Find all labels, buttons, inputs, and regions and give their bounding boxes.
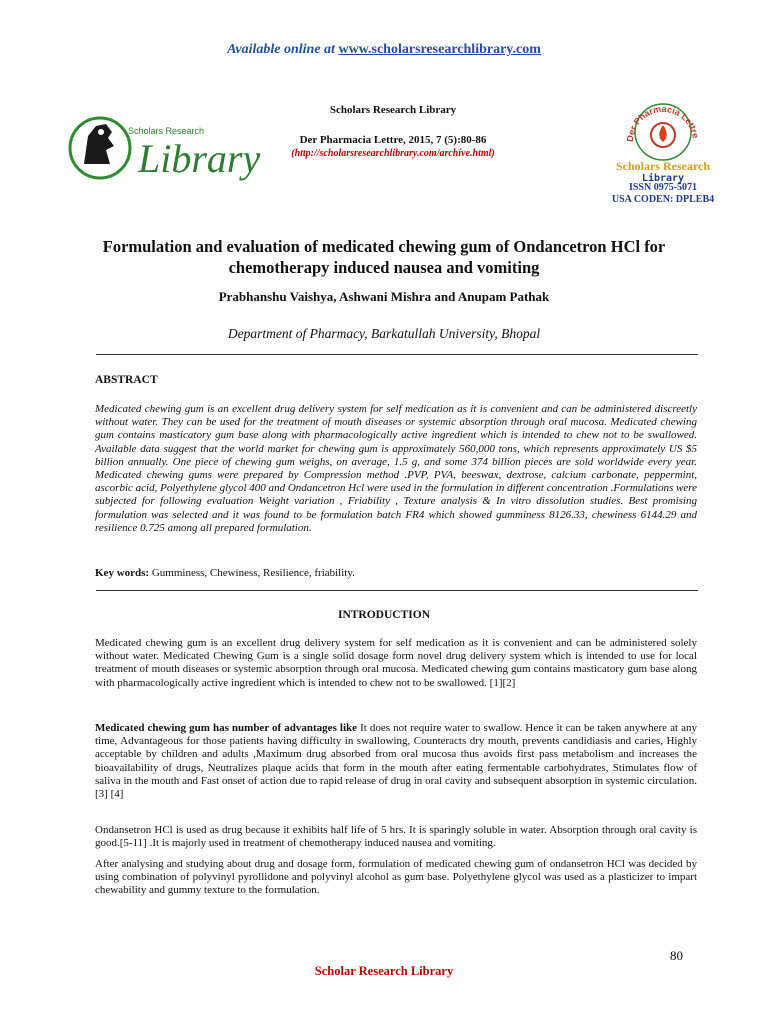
available-online-line — [0, 42, 768, 58]
right-logo-sub: Library — [641, 173, 685, 184]
footer-publisher: Scholar Research Library — [314, 964, 454, 978]
right-logo-name: Scholars Research — [615, 159, 711, 173]
issn-block — [588, 182, 738, 206]
divider-bottom — [96, 590, 698, 591]
coden: USA CODEN: DPLEB4 — [611, 194, 715, 205]
intro-paragraph-3: Ondansetron HCl is used as drug because it exhibits half life of 5 hrs. It is sparingly soluble in water. Absorption through oral cavity is good.[5-11] .It is majorly used in treatment of chemotherapy induced nausea and vomiting. — [95, 824, 697, 850]
advantages-lead: Medicated chewing gum has number of advantages like — [95, 722, 358, 734]
keywords-label: Key words: — [95, 567, 150, 579]
abstract-text: Medicated chewing gum is an excellent drug delivery system for self medication as it is convenient and can be administered discreetly without water. They can be used for the treatment of mouth diseases or systemic absorption through oral mucosa. Medicated chewing gum contains masticatory gum base along with pharmacologically active ingredient which is intended to chew not to be swallowed. Available data suggest that the world market for chewing gum is approximately 560,000 tons, which represents approximately US $5 billion annually. One piece of chewing gum weighs, on average, 1.5 g, and some 374 billion pieces are sold worldwide every year. Medicated chewing gums were prepared by Compression method .PVP, PVA, beeswax, dextrose, calcium carbonate, peppermint, ascorbic acid, Polyethylene glycol 400 and Ondancetron Hcl were used in the formulation in different concentration .Formulations were subjected for following evaluation Weight variation , Friability , Texture analysis & In vitro dissolution studies. Best promising formulation was selected and it was found to be formulation batch FR4 which showed gumminess 8126.33, chewiness 6144.29 and resilience 0.725 among all prepared formulation. — [95, 403, 697, 534]
left-logo-small-text: Scholars Research — [128, 126, 205, 136]
advantages-text: It does not require water to swallow. Hence it can be taken anywhere at any time, Advantageous for those patients having difficulty in swallowing, Counteracts dry mouth, prevents candidiasis and caries, Highly acceptable by children and adults ,Maximum drug absorbed from oral mucosa thus avoids first pass metabolism and increases the bioavailability of drugs, Neutralizes plaque acids that form in the mouth after eating fermentable carbohydrates, Stimulates flow of saliva in the mouth and Fast onset of action due to rapid release of drug in oral cavity and subsequent absorption in systemic circulation.[3] [4] — [95, 722, 697, 801]
intro-paragraph-2 — [95, 722, 697, 801]
divider-top — [96, 354, 698, 355]
page-number: 80 — [670, 948, 683, 963]
journal-header — [268, 104, 518, 159]
article-title: Formulation and evaluation of medicated chewing gum of Ondancetron HCl for chemotherapy induced nausea and vomiting — [102, 237, 666, 277]
article-authors: Prabhanshu Vaishya, Ashwani Mishra and Anupam Pathak — [218, 289, 550, 304]
introduction-heading: INTRODUCTION — [337, 609, 430, 621]
article-affiliation: Department of Pharmacy, Barkatullah University, Bhopal — [227, 326, 541, 341]
journal-citation: Der Pharmacia Lettre, 2015, 7 (5):80-86 — [299, 134, 487, 146]
issn-number: ISSN 0975-5071 — [628, 182, 698, 193]
left-logo-library-text: Library — [138, 136, 261, 181]
publisher-name: Scholars Research Library — [329, 104, 457, 116]
available-prefix: Available online at — [227, 42, 335, 57]
knight-emblem-icon — [70, 118, 130, 178]
archive-url[interactable]: (http://scholarsresearchlibrary.com/archive.html) — [291, 148, 495, 159]
ring-text-icon: Der Pharmacia Lettre — [624, 103, 701, 143]
keywords-list: Gumminess, Chewiness, Resilience, friability. — [149, 567, 355, 579]
keywords — [95, 567, 355, 579]
intro-paragraph-4: After analysing and studying about drug and dosage form, formulation of medicated chewing gum of ondansetron HCl was decided by using combination of polyvinyl pyrollidone and polyvinyl alcohol as gum base. Polyethylene glycol was used as a plasticizer to impart chewability and gummy texture to the formulation. — [95, 858, 697, 897]
journal-website-link[interactable]: www.scholarsresearchlibrary.com — [338, 42, 541, 57]
abstract-heading: ABSTRACT — [95, 374, 158, 386]
scholars-research-library-logo — [66, 106, 266, 190]
intro-paragraph-1: Medicated chewing gum is an excellent drug delivery system for self medication as it is convenient and can be administered solely without water. Medicated Chewing Gum is a single solid dosage form novel drug delivery system which is intended to use for local treatment of mouth diseases or systemic absorption through oral mucosa. Medicated chewing gum contains masticatory gum base along with pharmacologically active ingredient which is intended to chew not to be swallowed. [1][2] — [95, 637, 697, 689]
